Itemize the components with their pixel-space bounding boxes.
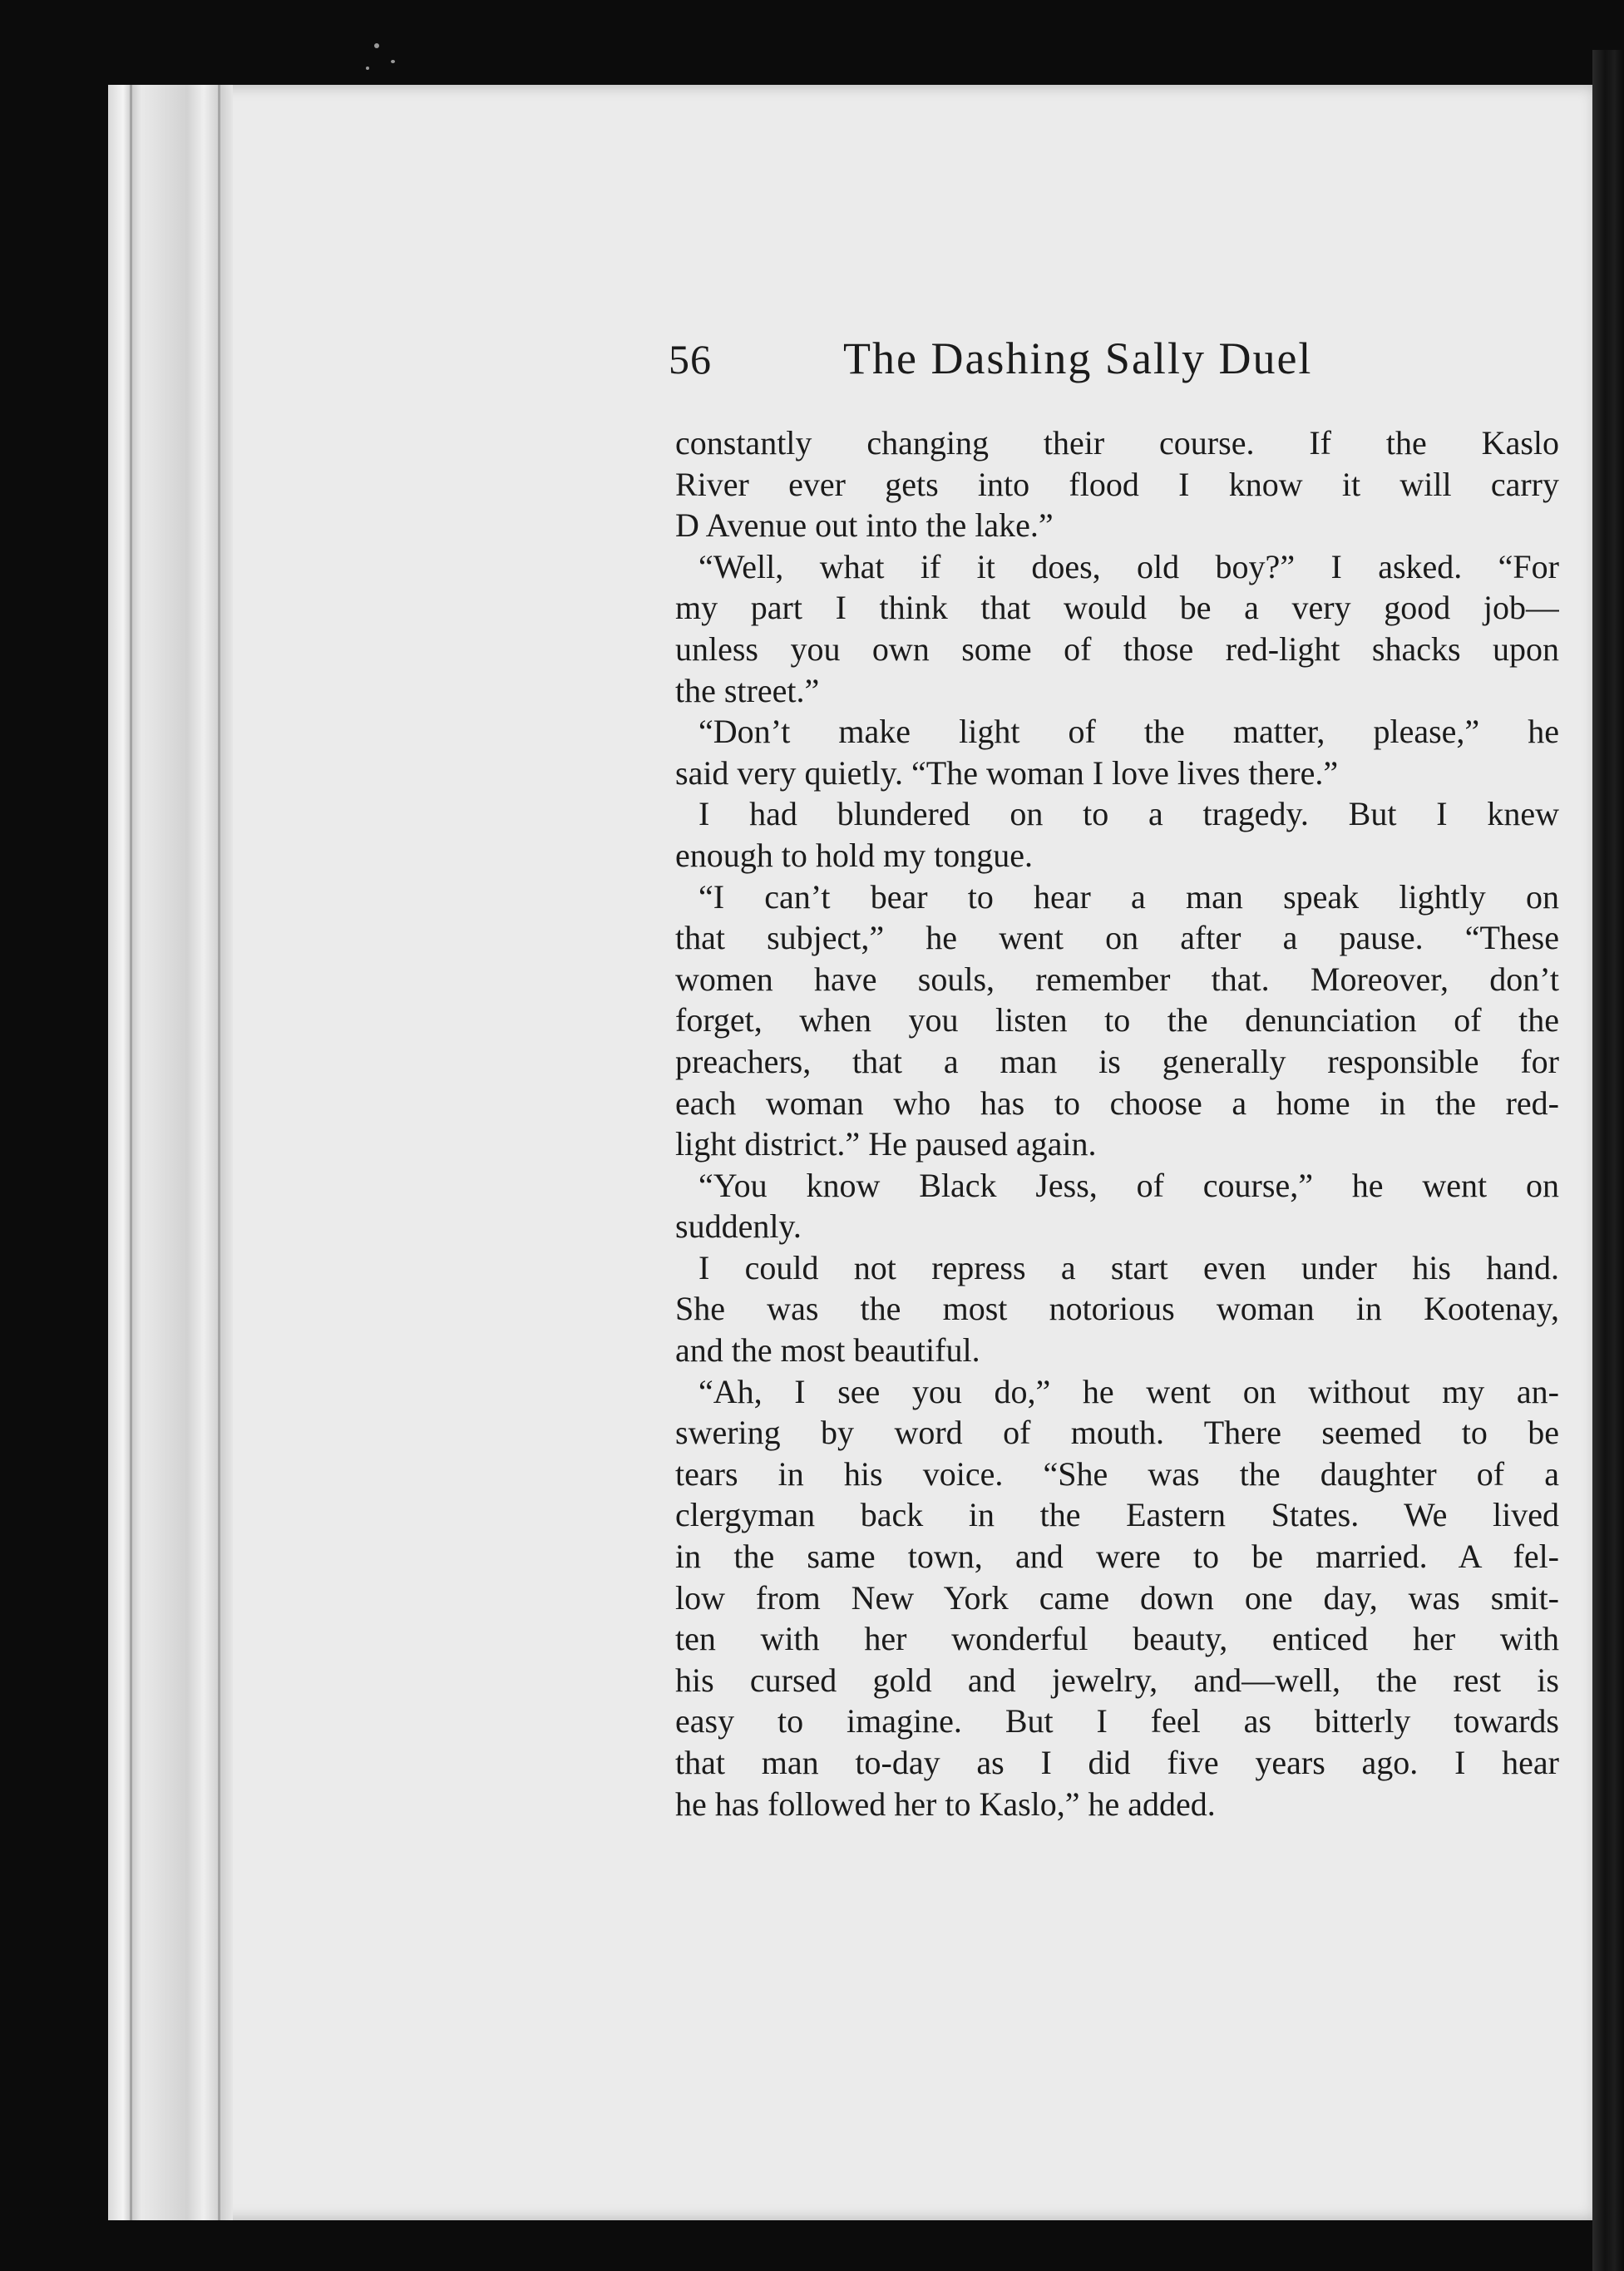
text-line: and the most beautiful. <box>675 1331 980 1370</box>
text-line: low from New York came down one day, was smit- <box>675 1578 1559 1617</box>
text-line: that subject,” he went on after a pause. “These <box>675 919 1559 957</box>
text-line: constantly changing their course. If the Kaslo <box>675 424 1559 462</box>
text-line: said very quietly. “The woman I love lives there.” <box>675 753 1339 792</box>
running-head <box>669 333 1559 391</box>
running-head-title: The Dashing Sally Duel <box>843 333 1313 383</box>
text-line: my part I think that would be a very good job— <box>675 589 1559 627</box>
text-line: “Don’t make light of the matter, please,” he <box>698 713 1559 751</box>
body-text <box>675 422 1559 1824</box>
dust-speck <box>391 60 395 63</box>
text-line: each woman who has to choose a home in the red- <box>675 1084 1559 1122</box>
page-number: 56 <box>669 336 712 383</box>
text-line: tears in his voice. “She was the daughter of a <box>675 1454 1559 1493</box>
text-line: his cursed gold and jewelry, and—well, the rest is <box>675 1661 1559 1699</box>
binding-gutter <box>108 85 233 2220</box>
text-line: that man to-day as I did five years ago. I hear <box>675 1744 1559 1781</box>
text-line: I had blundered on to a tragedy. But I knew <box>698 795 1559 833</box>
text-line: suddenly. <box>675 1207 802 1246</box>
text-line: “Ah, I see you do,” he went on without my an- <box>698 1372 1559 1410</box>
text-line: “I can’t bear to hear a man speak lightly on <box>698 877 1559 916</box>
dust-speck <box>374 43 379 48</box>
page-text-block <box>669 333 1559 1824</box>
text-line: “You know Black Jess, of course,” he went on <box>698 1166 1559 1204</box>
text-line: in the same town, and were to be married. A fel- <box>675 1538 1559 1576</box>
text-line: clergyman back in the Eastern States. We lived <box>675 1496 1559 1534</box>
text-line: the street.” <box>675 671 820 709</box>
text-line: ten with her wonderful beauty, enticed her with <box>675 1620 1559 1658</box>
gutter-fold-line <box>130 85 132 2220</box>
text-line: “Well, what if it does, old boy?” I asked. “For <box>698 547 1559 585</box>
page-right-edge-shadow <box>1592 50 1624 2271</box>
text-line: swering by word of mouth. There seemed to be <box>675 1414 1559 1452</box>
text-line: She was the most notorious woman in Kootenay, <box>675 1290 1559 1328</box>
gutter-fold-line <box>218 85 220 2220</box>
text-line: easy to imagine. But I feel as bitterly towards <box>675 1702 1559 1740</box>
text-line: forget, when you listen to the denunciation of the <box>675 1001 1559 1039</box>
text-line: River ever gets into flood I know it will carry <box>675 465 1559 503</box>
text-line: unless you own some of those red-light shacks upon <box>675 629 1559 668</box>
text-line: D Avenue out into the lake.” <box>675 506 1054 545</box>
text-line: light district.” He paused again. <box>675 1125 1097 1163</box>
text-line: preachers, that a man is generally responsible for <box>675 1042 1559 1080</box>
text-line: enough to hold my tongue. <box>675 836 1033 874</box>
text-line: he has followed her to Kaslo,” he added. <box>675 1785 1216 1823</box>
text-line: women have souls, remember that. Moreover, don’t <box>675 960 1559 998</box>
text-line: I could not repress a start even under his hand. <box>698 1248 1559 1286</box>
dust-speck <box>366 67 369 70</box>
